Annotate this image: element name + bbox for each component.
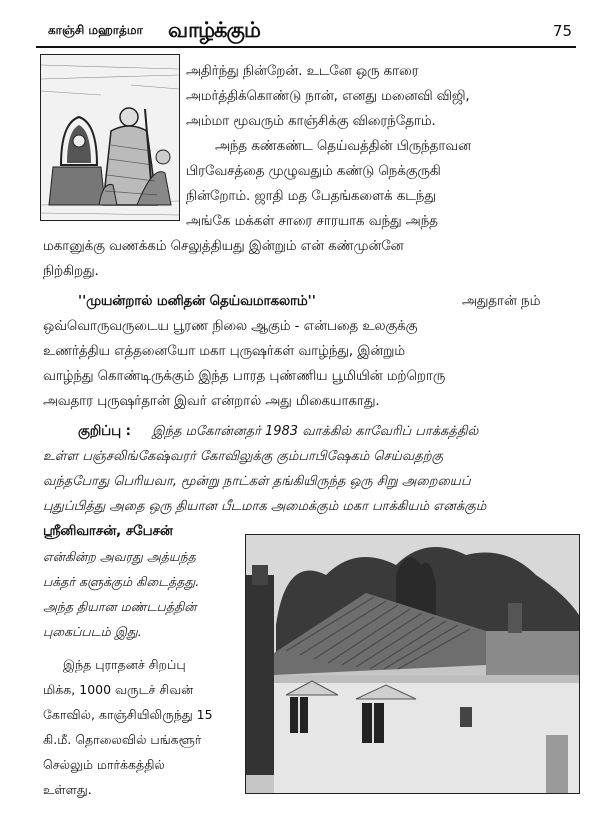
caption-line: மிக்க, 1000 வருடச் சிவன் — [43, 682, 194, 697]
body-line: நிற்கிறது. — [43, 264, 99, 279]
body-line: ஒவ்வொருவருடைய பூரண நிலை ஆகும் - என்பதை உலகுக்கு — [43, 319, 418, 334]
body-line: பிரவேசத்தை முழுவதும் கண்டு நெக்குருகி — [186, 164, 441, 179]
caption-line: கோவில், காஞ்சியிலிருந்து 15 — [43, 707, 213, 722]
body-line: அவதார புருஷர்தான் இவர் என்றால் அது மிகையாகாது. — [43, 394, 380, 409]
note-line: உள்ள பஞ்சலிங்கேஷ்வரர் கோவிலுக்கு கும்பாபிஷேகம் செய்வதற்கு — [43, 449, 444, 464]
body-line: அந்த கண்கண்ட தெய்வத்தின் பிருந்தாவன — [215, 139, 471, 154]
caption-line: கி.மீ. தொலைவில் பங்களூர் — [43, 732, 202, 747]
devotee-names: ஸ்ரீனிவாசன், சபேசன் — [43, 524, 173, 539]
body-line: அமர்த்திக்கொண்டு நான், எனது மனைவி விஜி, — [186, 89, 470, 104]
note-line: என்கின்ற அவரது அத்யந்த — [43, 549, 196, 564]
body-line: மகானுக்கு வணக்கம் செலுத்தியது இன்றும் என் கண்முன்னே — [43, 239, 404, 254]
note-line: அந்த தியான மண்டபத்தின் — [43, 599, 197, 614]
page-number: 75 — [552, 22, 572, 40]
body-line: வாழ்ந்து கொண்டிருக்கும் இந்த பாரத புண்ணிய பூமியின் மற்றொரு — [43, 369, 446, 384]
body-line: அம்மா மூவரும் காஞ்சிக்கு விரைந்தோம். — [186, 114, 436, 129]
body-line: அதிர்ந்து நின்றேன். உடனே ஒரு காரை — [186, 64, 419, 79]
note-line: வந்தபோது பெரியவா, மூன்று நாட்கள் தங்கியிருந்த ஒரு சிறு அறையைப் — [43, 474, 471, 489]
caption-line: இந்த புராதனச் சிறப்பு — [63, 657, 186, 672]
note-line: புகைப்படம் இது. — [43, 624, 142, 639]
quote-line: ''முயன்றால் மனிதன் தெய்வமாகலாம்'' — [78, 294, 316, 309]
body-line: அங்கே மக்கள் சாரை சாரயாக வந்து அந்த — [186, 214, 438, 229]
caption-line: செல்லும் மார்க்கத்தில் — [43, 757, 165, 772]
caption-line: உள்ளது. — [43, 782, 92, 797]
meditation-hall-photo — [245, 534, 580, 794]
note-line: பக்தர் களுக்கும் கிடைத்தது. — [43, 574, 200, 589]
body-line: உணர்த்திய எத்தனையோ மகா புருஷர்கள் வாழ்ந்து, இன்றும் — [43, 344, 405, 359]
note-line: புதுப்பித்து அதை ஒரு தியான பீடமாக அமைக்கும் மகா பாக்கியம் எனக்கும் — [43, 499, 487, 514]
body-line: நின்றோம். ஜாதி மத பேதங்களைக் கடந்து — [186, 189, 436, 204]
note-label: குறிப்பு : — [78, 424, 131, 439]
book-title: காஞ்சி மஹாத்மா — [48, 23, 143, 37]
note-line: இந்த மகோன்னதர் 1983 வாக்கில் காவேரிப் பாக்கத்தில் — [152, 424, 479, 439]
book-logo: வாழ்க்கும் — [168, 18, 260, 42]
body-line: அதுதான் நம் — [462, 294, 541, 309]
